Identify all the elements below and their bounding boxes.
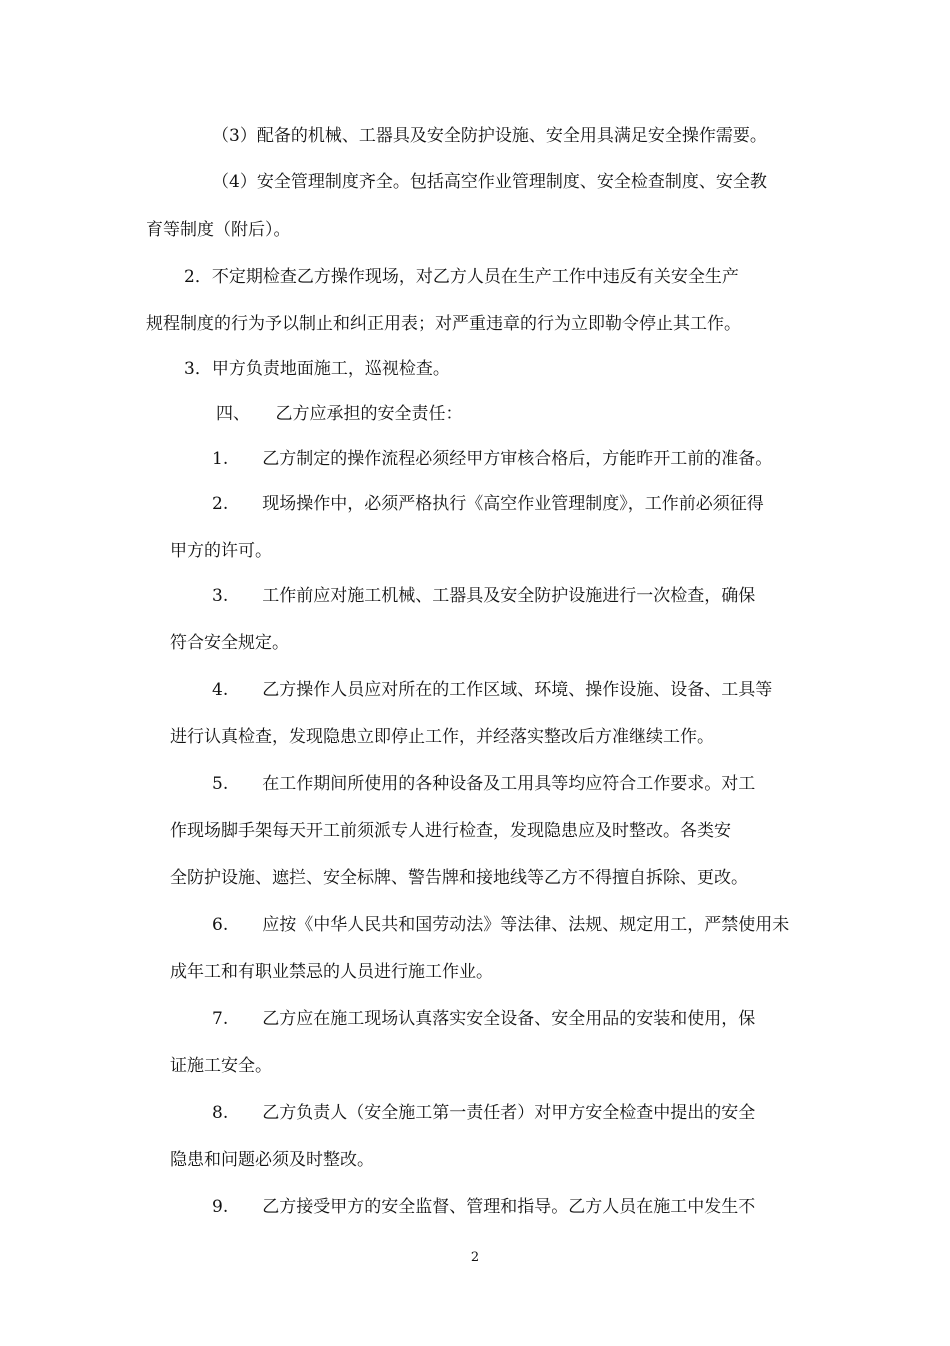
list-item: 9. 乙方接受甲方的安全监督、管理和指导。乙方人员在施工中发生不 [212,1197,756,1217]
list-item-continuation: 证施工安全。 [170,1056,272,1076]
list-item-continuation: 进行认真检查，发现隐患立即停止工作，并经落实整改后方准继续工作。 [170,727,714,747]
list-item-continuation: 成年工和有职业禁忌的人员进行施工作业。 [170,962,493,982]
paragraph-line: 3．甲方负责地面施工，巡视检查。 [184,359,450,379]
list-item-continuation: 隐患和问题必须及时整改。 [170,1150,374,1170]
paragraph-line: （3）配备的机械、工器具及安全防护设施、安全用具满足安全操作需要。 [212,126,767,146]
list-item-continuation: 甲方的许可。 [170,541,272,561]
page-number: 2 [470,1250,480,1265]
list-item: 2. 现场操作中，必须严格执行《高空作业管理制度》，工作前必须征得 [212,494,764,514]
list-item: 6. 应按《中华人民共和国劳动法》等法律、法规、规定用工，严禁使用未 [212,915,790,935]
paragraph-line: 规程制度的行为予以制止和纠正用表；对严重违章的行为立即勒令停止其工作。 [146,314,741,334]
list-item-continuation: 符合安全规定。 [170,633,289,653]
paragraph-line: （4）安全管理制度齐全。包括高空作业管理制度、安全检查制度、安全教 [212,172,767,192]
paragraph-line: 2．不定期检查乙方操作现场，对乙方人员在生产工作中违反有关安全生产 [184,267,739,287]
list-item-continuation: 作现场脚手架每天开工前须派专人进行检查，发现隐患应及时整改。各类安 [170,821,731,841]
list-item: 8. 乙方负责人（安全施工第一责任者）对甲方安全检查中提出的安全 [212,1103,756,1123]
list-item: 5. 在工作期间所使用的各种设备及工用具等均应符合工作要求。对工 [212,774,756,794]
section-heading: 四、 乙方应承担的安全责任： [216,404,463,424]
list-item: 1. 乙方制定的操作流程必须经甲方审核合格后，方能昨开工前的准备。 [212,449,773,469]
list-item: 3. 工作前应对施工机械、工器具及安全防护设施进行一次检查，确保 [212,586,756,606]
paragraph-line: 育等制度（附后）。 [146,220,291,240]
list-item: 7. 乙方应在施工现场认真落实安全设备、安全用品的安装和使用，保 [212,1009,756,1029]
list-item: 4. 乙方操作人员应对所在的工作区域、环境、操作设施、设备、工具等 [212,680,773,700]
list-item-continuation: 全防护设施、遮拦、安全标牌、警告牌和接地线等乙方不得擅自拆除、更改。 [170,868,748,888]
